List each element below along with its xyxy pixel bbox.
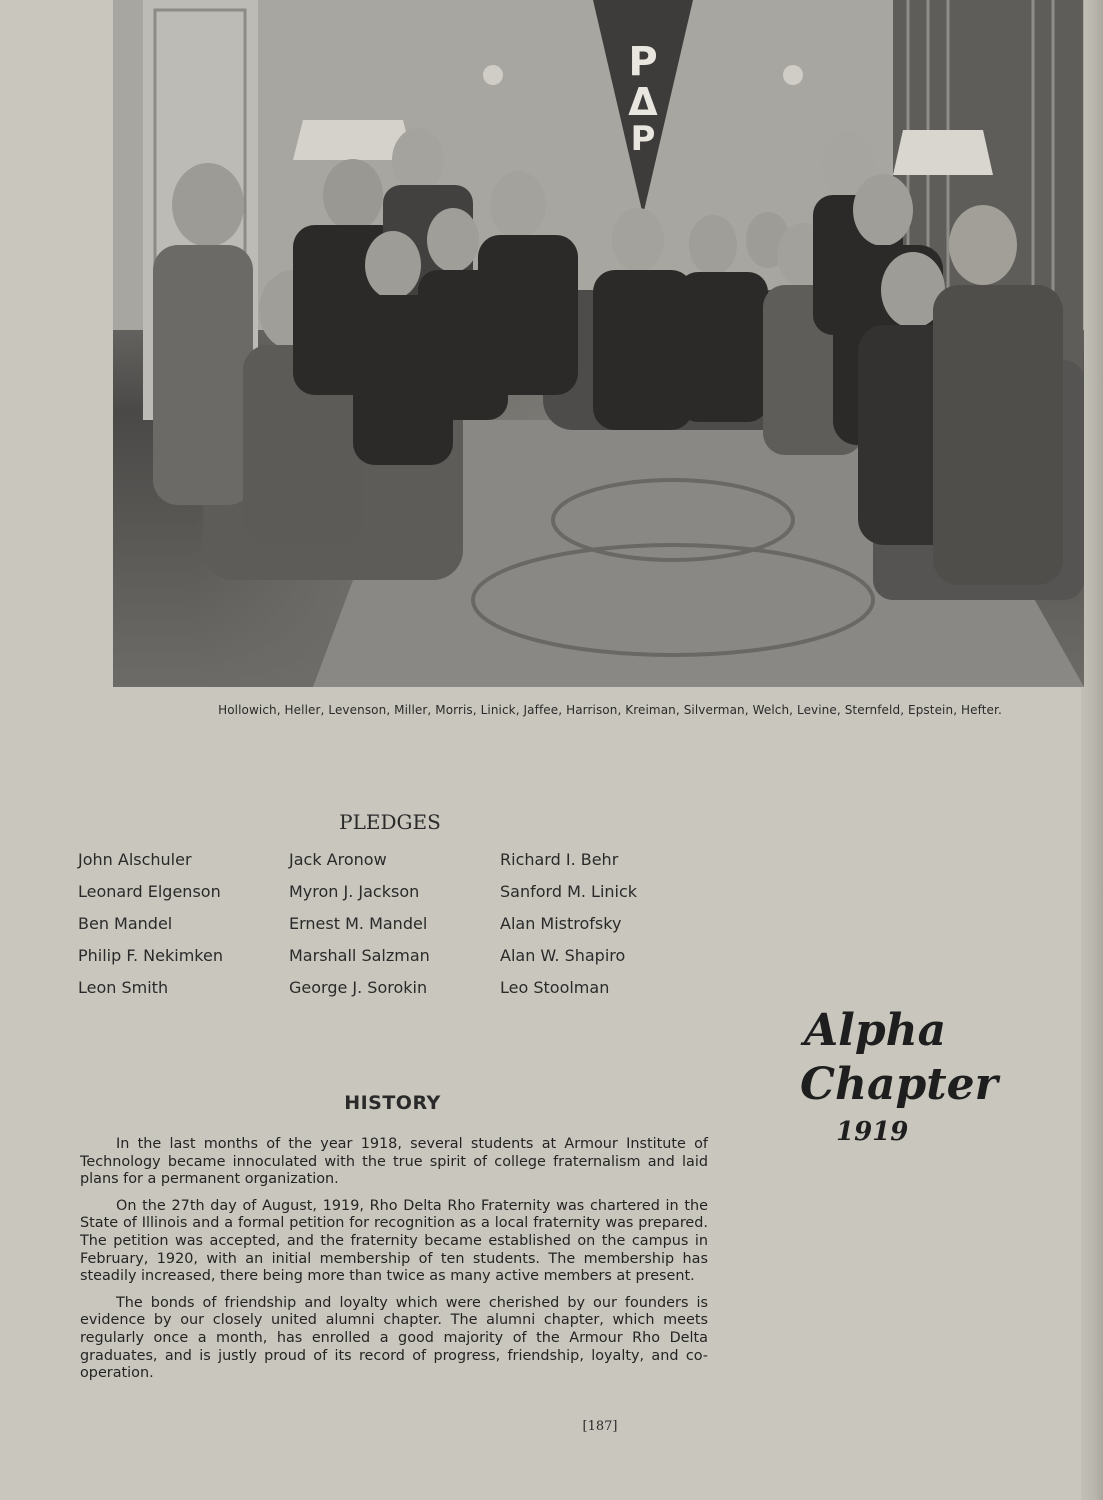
pledge-name: Philip F. Nekimken (78, 946, 223, 965)
pennant-letter-3: Ρ (630, 119, 656, 159)
page-number: [187] (582, 1419, 618, 1434)
history-paragraph: In the last months of the year 1918, several students at Armour Institute of Technology became innoculated with the true spirit of college fraternalism and laid plans for a permanent organization. (80, 1136, 708, 1188)
pledge-name: Leo Stoolman (500, 978, 610, 997)
pennant-letter-2: Δ (628, 80, 658, 124)
pledge-name: George J. Sorokin (289, 978, 428, 997)
pledge-name: Ernest M. Mandel (289, 914, 428, 933)
photo-scene (113, 0, 1084, 687)
history-paragraph: On the 27th day of August, 1919, Rho Delta Rho Fraternity was chartered in the State of Illinois and a formal petition for recognition as a local fraternity was prepared. The petition was accepted, and the fraternity became established on the campus in February, 1920, with an initial membership of ten students. The membership has steadily increased, there being more than twice as many active members at present. (80, 1197, 708, 1285)
pledge-name: Ben Mandel (78, 914, 173, 933)
pledges-heading: PLEDGES (339, 810, 441, 834)
history-paragraph: The bonds of friendship and loyalty which were cherished by our founders is evidence by our closely united alumni chapter. The alumni chapter, which meets regularly once a month, has enrolled a good majority of the Armour Rho Delta graduates, and is justly proud of its record of progress, friendship, loyalty, and co-operation. (80, 1294, 708, 1382)
pledge-name: John Alschuler (78, 850, 192, 869)
pledge-name: Alan W. Shapiro (500, 946, 626, 965)
pledge-name: Richard I. Behr (500, 850, 619, 869)
chapter-year: 1919 (836, 1117, 909, 1147)
page-edge (1081, 0, 1103, 1500)
group-photo (113, 0, 1084, 687)
history-text (80, 1136, 708, 1392)
pledge-name: Leon Smith (78, 978, 169, 997)
chapter-title-line2: Chapter (800, 1059, 998, 1110)
pledge-name: Alan Mistrofsky (500, 914, 622, 933)
pledges-list (78, 850, 718, 999)
history-heading: HISTORY (344, 1092, 441, 1114)
chapter-title (800, 1004, 1000, 1152)
pledge-name: Marshall Salzman (289, 946, 430, 965)
photo-caption: Hollowich, Heller, Levenson, Miller, Morris, Linick, Jaffee, Harrison, Kreiman, Silverman, Welch, Levine, Sternfeld, Epstein, Hefter. (218, 703, 1002, 717)
pledge-name: Sanford M. Linick (500, 882, 638, 901)
pledge-name: Myron J. Jackson (289, 882, 420, 901)
chapter-title-line1: Alpha (804, 1005, 947, 1056)
pennant-letter-1: Ρ (628, 39, 658, 85)
pledge-name: Leonard Elgenson (78, 882, 221, 901)
pledge-name: Jack Aronow (289, 850, 387, 869)
